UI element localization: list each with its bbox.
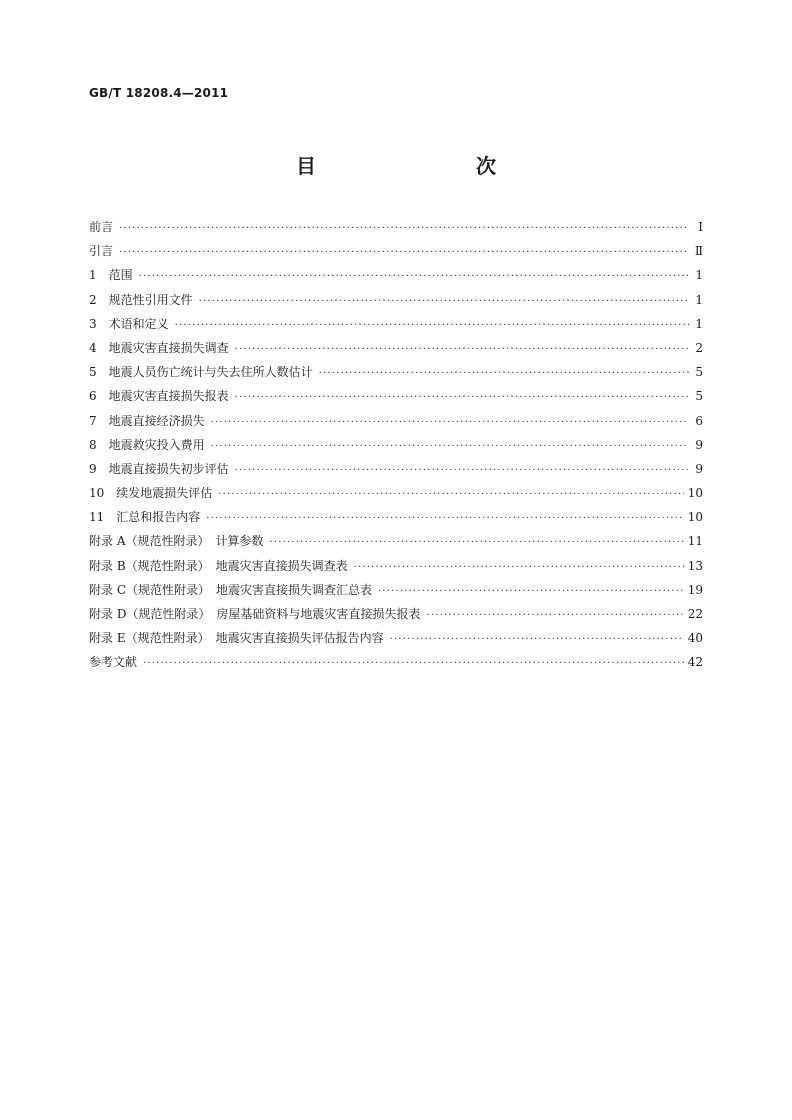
toc-dot-leader bbox=[119, 241, 689, 265]
toc-entry[interactable] bbox=[89, 457, 703, 481]
toc-dot-leader bbox=[143, 652, 684, 676]
toc-entry[interactable] bbox=[89, 578, 703, 602]
toc-dot-leader bbox=[206, 507, 683, 531]
toc-dot-leader bbox=[175, 314, 689, 338]
table-of-contents bbox=[89, 215, 703, 675]
toc-entry[interactable] bbox=[89, 626, 703, 650]
toc-entry-page: 22 bbox=[687, 607, 703, 621]
toc-entry-label: 3 术语和定义 bbox=[89, 316, 169, 331]
toc-entry[interactable] bbox=[89, 505, 703, 529]
toc-entry-page: 1 bbox=[695, 292, 703, 307]
toc-entry[interactable] bbox=[89, 336, 703, 360]
toc-dot-leader bbox=[218, 483, 683, 507]
toc-entry-label: 6 地震灾害直接损失报表 bbox=[89, 389, 229, 404]
toc-entry[interactable] bbox=[89, 602, 703, 626]
toc-dot-leader bbox=[211, 435, 689, 459]
toc-dot-leader bbox=[235, 386, 689, 410]
toc-entry[interactable] bbox=[89, 288, 703, 312]
toc-entry-label: 10 续发地震损失评估 bbox=[89, 486, 213, 501]
toc-entry-label: 1 范围 bbox=[89, 268, 133, 283]
toc-entry[interactable] bbox=[89, 312, 703, 336]
toc-entry-label: 2 规范性引用文件 bbox=[89, 292, 193, 307]
toc-entry-page: 11 bbox=[687, 534, 703, 549]
toc-dot-leader bbox=[354, 556, 684, 580]
toc-entry-page: Ⅱ bbox=[694, 244, 703, 259]
toc-entry-label: 附录 A（规范性附录） 计算参数 bbox=[89, 534, 264, 549]
toc-entry-label: 8 地震救灾投入费用 bbox=[89, 437, 205, 452]
toc-entry-page: 9 bbox=[695, 461, 703, 476]
toc-entry[interactable] bbox=[89, 554, 703, 578]
page-title: 目 次 bbox=[296, 154, 536, 178]
toc-entry[interactable] bbox=[89, 215, 703, 239]
toc-entry[interactable] bbox=[89, 360, 703, 384]
toc-entry-label: 11 汇总和报告内容 bbox=[89, 510, 201, 525]
toc-dot-leader bbox=[426, 604, 683, 628]
toc-entry-label: 前言 bbox=[89, 220, 114, 234]
toc-entry-label: 附录 E（规范性附录） 地震灾害直接损失评估报告内容 bbox=[89, 631, 384, 646]
toc-entry[interactable] bbox=[89, 263, 703, 287]
toc-dot-leader bbox=[235, 338, 689, 362]
toc-entry-label: 5 地震人员伤亡统计与失去住所人数估计 bbox=[89, 365, 313, 380]
standard-code: GB/T 18208.4—2011 bbox=[89, 86, 229, 100]
toc-dot-leader bbox=[390, 628, 684, 652]
toc-entry[interactable] bbox=[89, 409, 703, 433]
toc-entry-page: Ⅰ bbox=[698, 220, 703, 234]
toc-entry[interactable] bbox=[89, 433, 703, 457]
toc-dot-leader bbox=[235, 459, 689, 483]
toc-entry-label: 9 地震直接损失初步评估 bbox=[89, 461, 229, 476]
toc-dot-leader bbox=[211, 411, 689, 435]
toc-entry-label: 4 地震灾害直接损失调查 bbox=[89, 340, 229, 355]
toc-entry-page: 19 bbox=[687, 582, 703, 597]
toc-entry-page: 10 bbox=[687, 486, 703, 501]
toc-entry-page: 1 bbox=[695, 268, 703, 283]
toc-entry-page: 10 bbox=[687, 510, 703, 525]
toc-dot-leader bbox=[319, 362, 689, 386]
toc-dot-leader bbox=[139, 265, 689, 289]
toc-entry-page: 40 bbox=[687, 631, 703, 646]
toc-entry[interactable] bbox=[89, 239, 703, 263]
toc-entry[interactable] bbox=[89, 650, 703, 674]
toc-dot-leader bbox=[199, 290, 689, 314]
toc-entry[interactable] bbox=[89, 529, 703, 553]
toc-dot-leader bbox=[378, 580, 684, 604]
toc-entry-page: 5 bbox=[695, 365, 703, 380]
toc-dot-leader bbox=[119, 217, 689, 241]
toc-entry-label: 引言 bbox=[89, 244, 114, 259]
toc-entry-page: 42 bbox=[687, 655, 703, 670]
toc-entry-label: 参考文献 bbox=[89, 655, 138, 670]
toc-entry-label: 附录 C（规范性附录） 地震灾害直接损失调查汇总表 bbox=[89, 582, 372, 597]
toc-entry-page: 6 bbox=[695, 413, 703, 428]
toc-entry-page: 13 bbox=[687, 558, 703, 573]
toc-entry-label: 附录 D（规范性附录） 房屋基础资料与地震灾害直接损失报表 bbox=[89, 607, 421, 621]
toc-entry-label: 附录 B（规范性附录） 地震灾害直接损失调查表 bbox=[89, 558, 348, 573]
toc-entry-label: 7 地震直接经济损失 bbox=[89, 413, 205, 428]
toc-dot-leader bbox=[269, 531, 683, 555]
toc-entry[interactable] bbox=[89, 384, 703, 408]
toc-entry-page: 2 bbox=[695, 340, 703, 355]
toc-entry[interactable] bbox=[89, 481, 703, 505]
toc-entry-page: 1 bbox=[695, 316, 703, 331]
toc-entry-page: 5 bbox=[695, 389, 703, 404]
toc-entry-page: 9 bbox=[695, 437, 703, 452]
